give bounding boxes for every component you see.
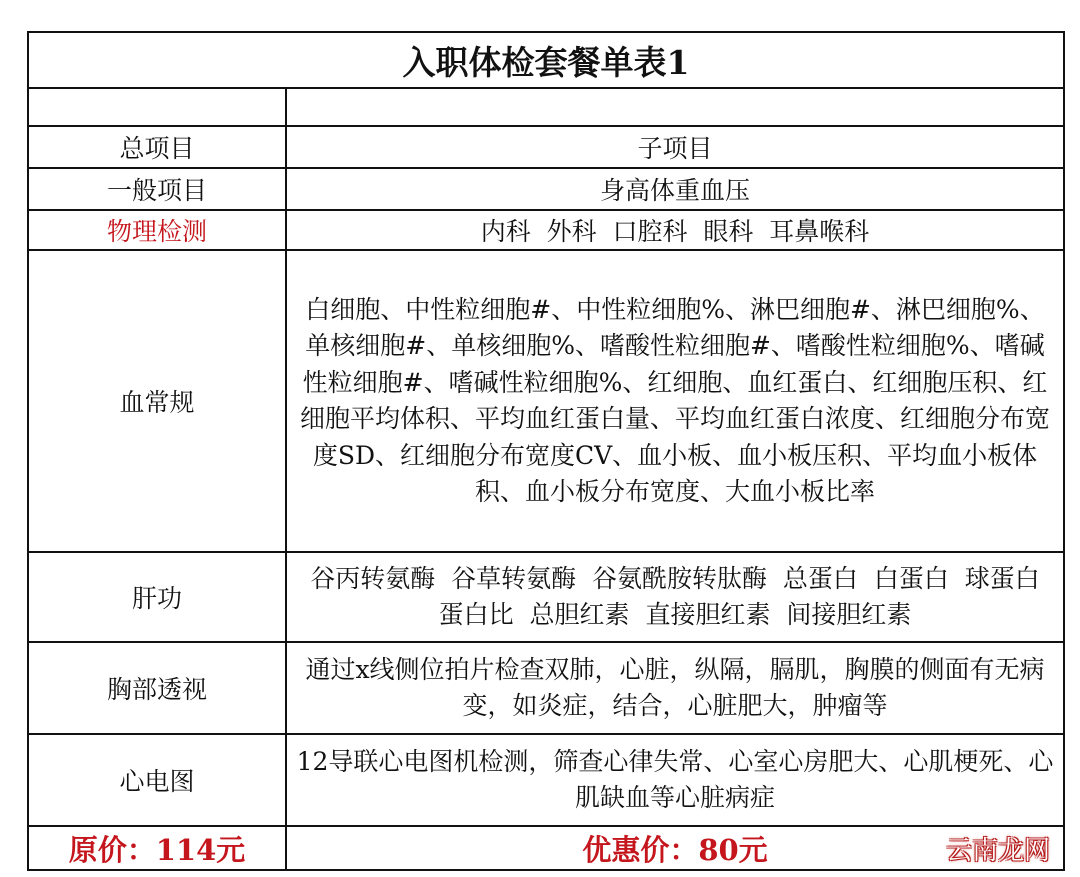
item-label: 一般项目 — [28, 168, 286, 210]
table-row — [28, 642, 1064, 734]
table-row — [28, 250, 1064, 552]
table-title: 入职体检套餐单表1 — [28, 32, 1064, 88]
item-label: 心电图 — [28, 734, 286, 826]
table-row — [28, 734, 1064, 826]
item-details: 白细胞、中性粒细胞#、中性粒细胞%、淋巴细胞#、淋巴细胞%、单核细胞#、单核细胞%、嗜酸性粒细胞#、嗜酸性粒细胞%、嗜碱性粒细胞#、嗜碱性粒细胞%、红细胞、血红蛋白、红细胞压积、红细胞平均体积、平均血红蛋白量、平均血红蛋白浓度、红细胞分布宽度SD、红细胞分布宽度CV、血小板、血小板压积、平均血小板体积、血小板分布宽度、大血小板比率 — [286, 250, 1064, 552]
item-label: 胸部透视 — [28, 642, 286, 734]
table-row — [28, 210, 1064, 250]
blank-cell — [286, 88, 1064, 126]
item-details: 身高体重血压 — [286, 168, 1064, 210]
discount-price: 优惠价：80元 — [286, 826, 1064, 870]
table-row — [28, 168, 1064, 210]
header-sub-item: 子项目 — [286, 126, 1064, 168]
site-watermark-logo: 云南龙网 — [946, 836, 1051, 866]
item-label: 肝功 — [28, 552, 286, 642]
table-row — [28, 552, 1064, 642]
item-details: 通过x线侧位拍片检查双肺，心脏，纵隔，膈肌，胸膜的侧面有无病变，如炎症，结合，心脏肥大，肿瘤等 — [286, 642, 1064, 734]
item-details: 内科 外科 口腔科 眼科 耳鼻喉科 — [286, 210, 1064, 250]
item-label: 血常规 — [28, 250, 286, 552]
item-label: 物理检测 — [28, 210, 286, 250]
original-price: 原价：114元 — [28, 826, 286, 870]
checkup-package-table — [27, 31, 1065, 871]
blank-cell — [28, 88, 286, 126]
item-details: 谷丙转氨酶 谷草转氨酶 谷氨酰胺转肽酶 总蛋白 白蛋白 球蛋白 蛋白比 总胆红素 直接胆红素 间接胆红素 — [286, 552, 1064, 642]
header-main-item: 总项目 — [28, 126, 286, 168]
item-details: 12导联心电图机检测，筛查心律失常、心室心房肥大、心肌梗死、心肌缺血等心脏病症 — [286, 734, 1064, 826]
